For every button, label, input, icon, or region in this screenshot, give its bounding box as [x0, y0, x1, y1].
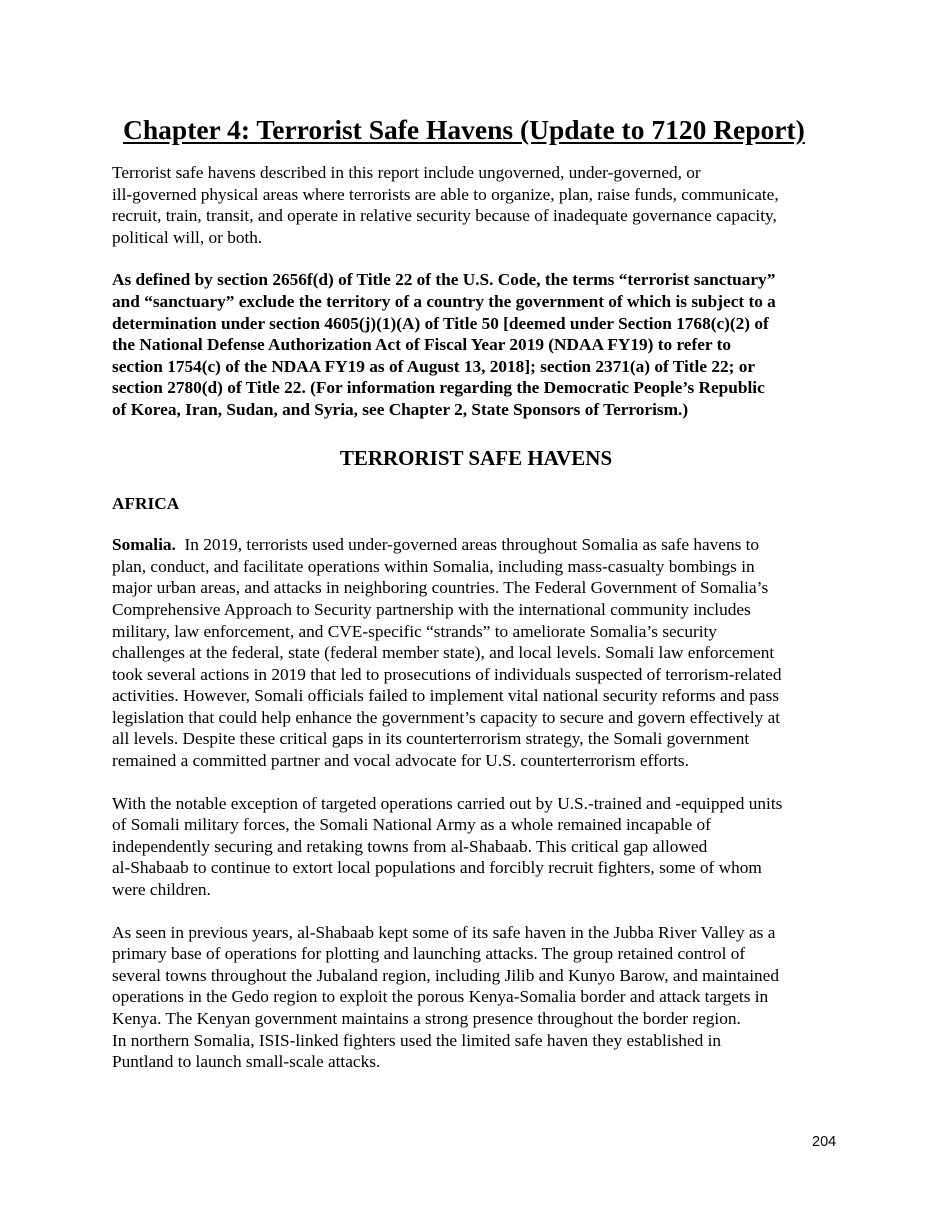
somalia-lead: Somalia. [112, 535, 176, 555]
chapter-title: Chapter 4: Terrorist Safe Havens (Update to 7120 Report) [123, 114, 805, 145]
region-heading: AFRICA [112, 493, 180, 513]
page-number: 204 [812, 1134, 837, 1150]
section-heading: TERRORIST SAFE HAVENS [339, 445, 613, 470]
somalia-paragraph: Somalia. In 2019, terrorists used under-governed areas throughout Somalia as safe havens to plan, conduct, and facilitate operations within Somalia, including mass-casualty bombings in major urban areas, and attacks in neighboring countries. The Federal Government of Somalia’s Comprehensive Approach to Security partnership with the international community includes military, law enforcement, and CVE-specific “strands” to ameliorate Somalia’s security challenges at the federal, state (federal member state), and local levels. Somali law enforcement took several actions in 2019 that led to prosecutions of individuals suspected of terrorism-related activities. However, Somali officials failed to implement vital national security reforms and pass legislation that could help enhance the government’s capacity to secure and govern effectively at all levels. Despite these critical gaps in its counterterrorism strategy, the Somali government remained a committed partner and vocal advocate for U.S. counterterrorism efforts. [112, 535, 782, 771]
jubba-paragraph: As seen in previous years, al-Shabaab kept some of its safe haven in the Jubba River Valley as a primary base of operations for plotting and launching attacks. The group retained control of several towns throughout the Jubaland region, including Jilib and Kunyo Barow, and maintained operations in the Gedo region to exploit the porous Kenya-Somalia border and attack targets in Kenya. The Kenyan government maintains a strong presence throughout the border region. In northern Somalia, ISIS-linked fighters used the limited safe haven they established in Puntland to launch small-scale attacks. [112, 922, 779, 1072]
definition-paragraph: As defined by section 2656f(d) of Title 22 of the U.S. Code, the terms “terrorist sanctuary” and “sanctuary” exclude the territory of a country the government of which is subject to a determination under section 4605(j)(1)(A) of Title 50 [deemed under Section 1768(c)(2) of the National Defense Authorization Act of Fiscal Year 2019 (NDAA FY19) to refer to section 1754(c) of the NDAA FY19 as of August 13, 2018]; section 2371(a) of Title 22; or section 2780(d) of Title 22. (For information regarding the Democratic People’s Republic of Korea, Iran, Sudan, and Syria, see Chapter 2, State Sponsors of Terrorism.) [112, 270, 776, 419]
army-paragraph: With the notable exception of targeted operations carried out by U.S.-trained and -equipped units of Somali military forces, the Somali National Army as a whole remained incapable of independently securing and retaking towns from al-Shabaab. This critical gap allowed al-Shabaab to continue to extort local populations and forcibly recruit fighters, some of whom were children. [112, 793, 783, 900]
document-page [112, 112, 840, 1073]
intro-paragraph: Terrorist safe havens described in this report include ungoverned, under-governed, or ill-governed physical areas where terrorists are able to organize, plan, raise funds, communicate, recruit, train, transit, and operate in relative security because of inadequate governance capacity, political will, or both. [112, 163, 779, 247]
